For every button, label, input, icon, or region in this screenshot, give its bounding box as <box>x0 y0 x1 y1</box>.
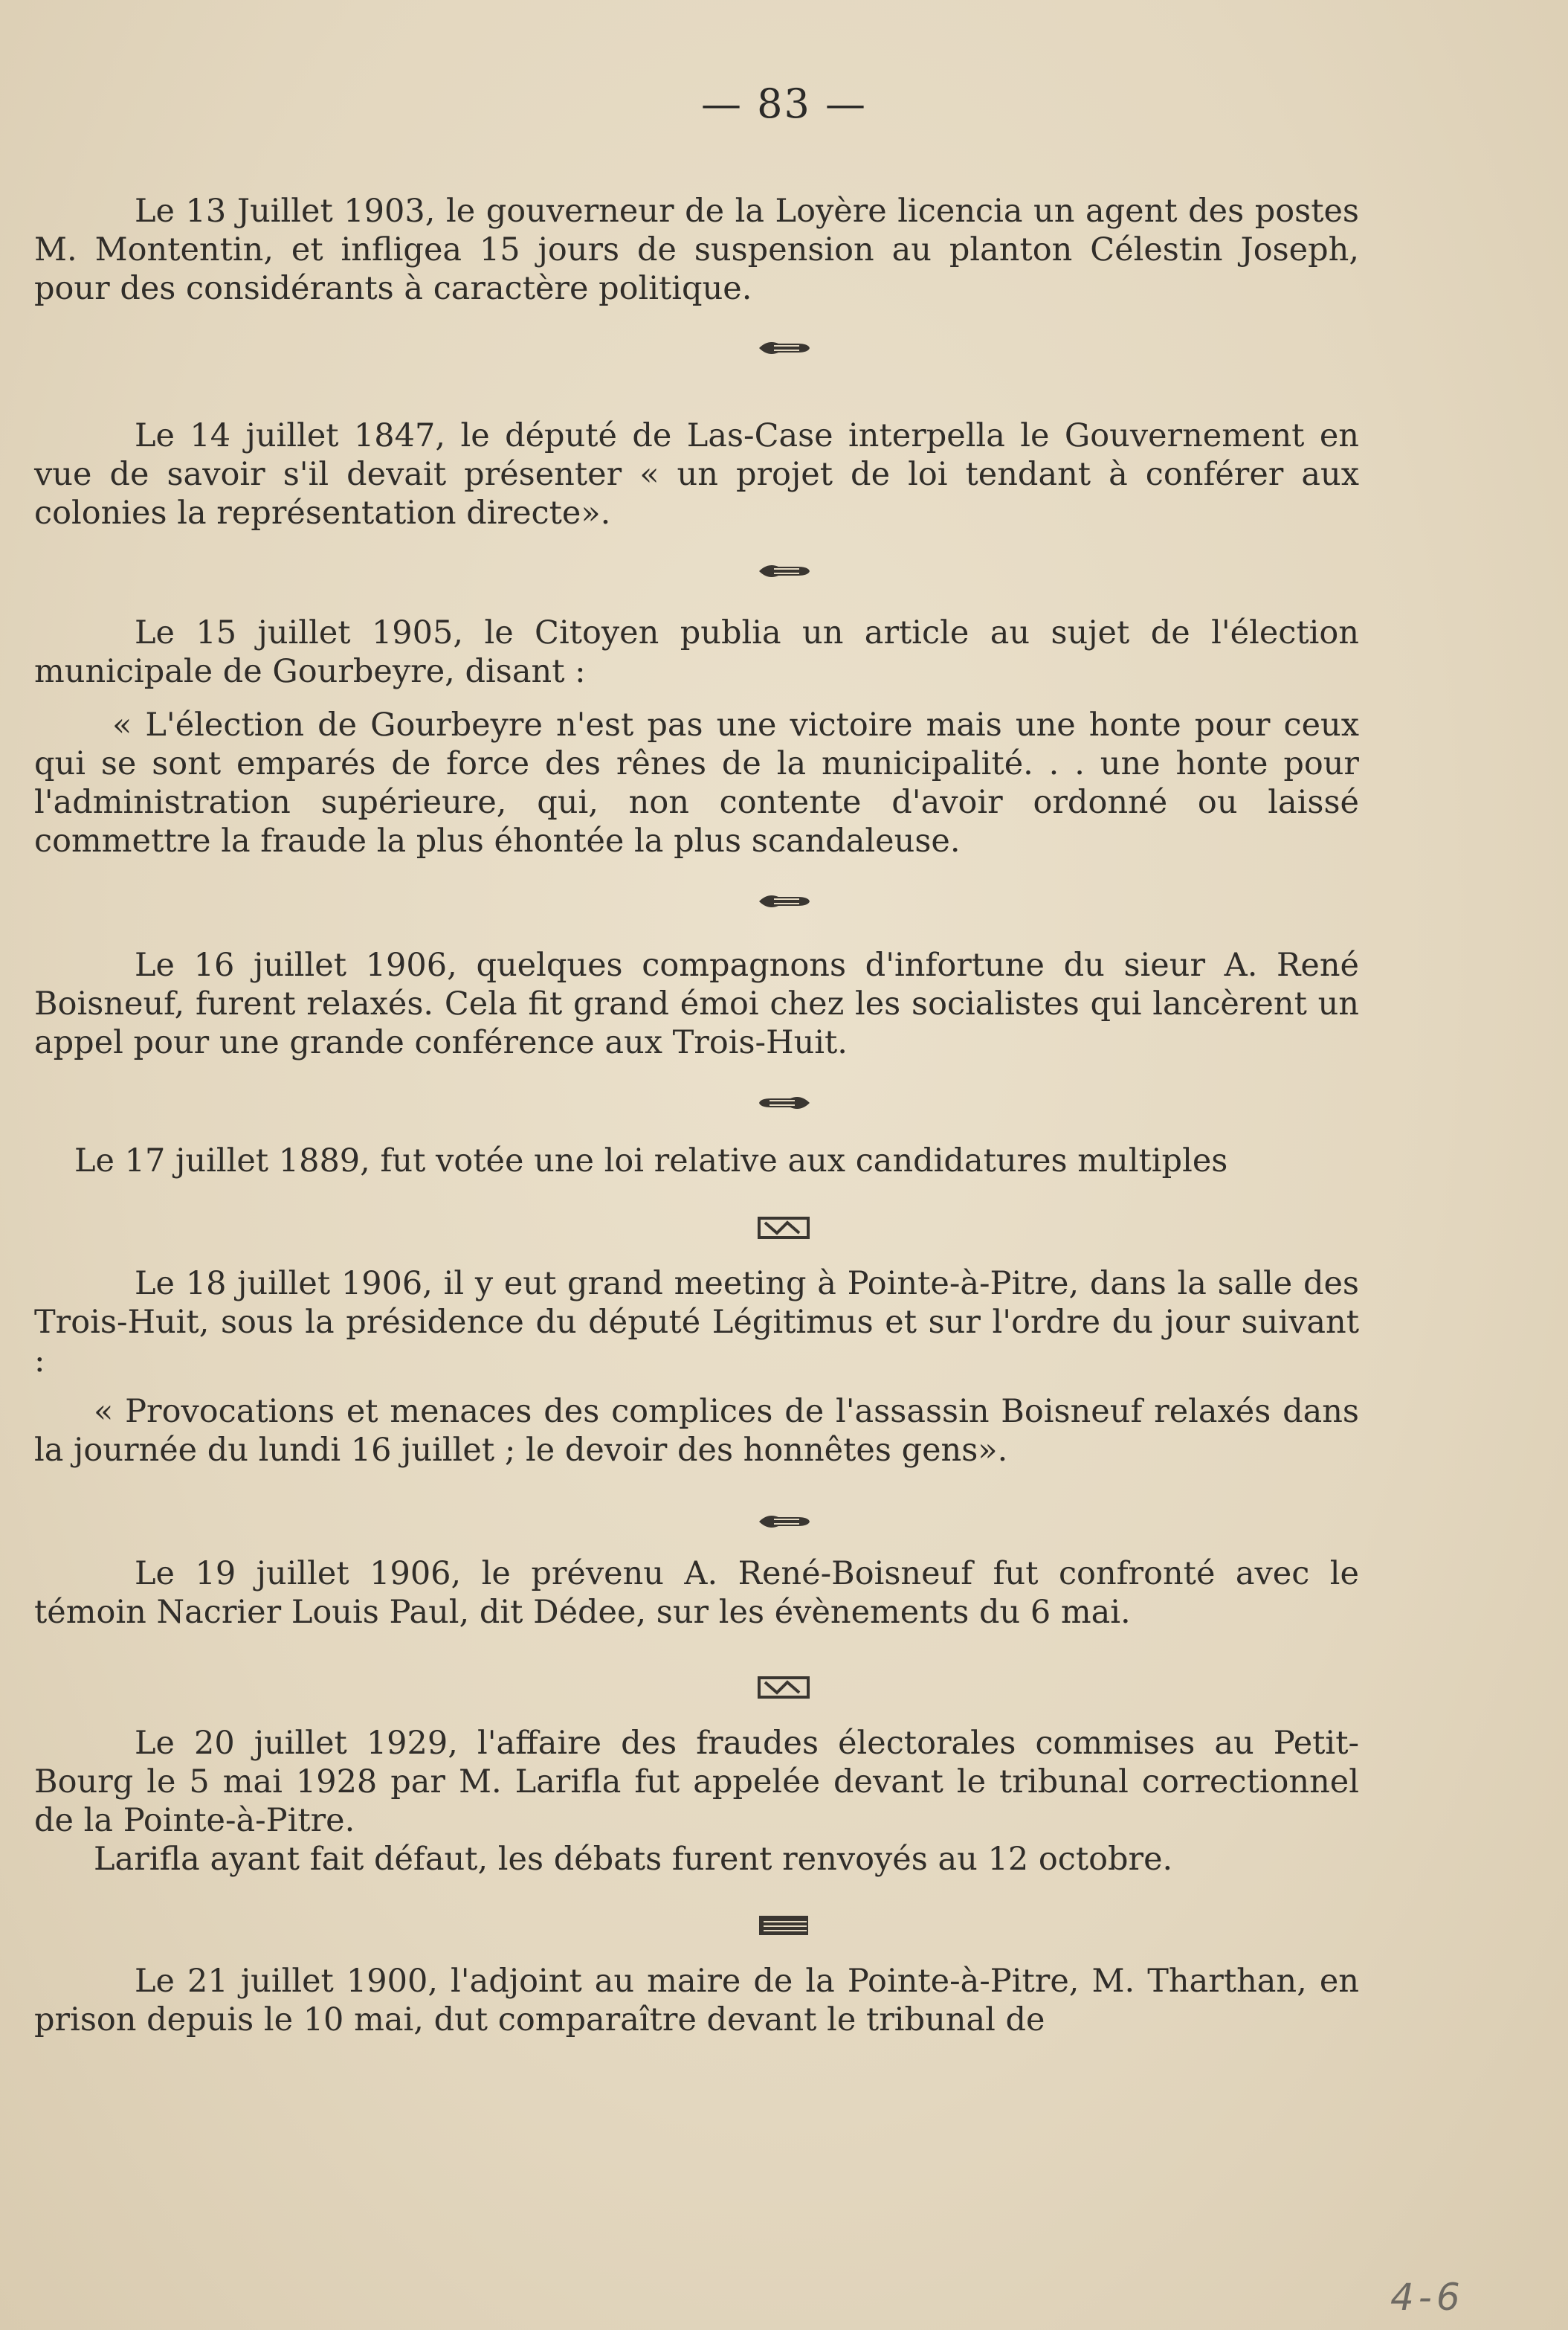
entry-quote: « Provocations et menaces des complices de l'assassin Boisneuf relaxés dans la journée du lundi 16 juillet ; le devoir des honnêtes gens». <box>34 1393 1359 1469</box>
box-fleuron-icon <box>0 1214 1568 1243</box>
entry-14-juillet <box>34 416 1359 532</box>
box-fleuron-icon <box>0 1673 1568 1703</box>
hand-fleuron-icon <box>0 1507 1568 1536</box>
entry-quote: « L'élection de Gourbeyre n'est pas une victoire mais une honte pour ceux qui se sont emparés de force des rênes de la municipalité. . . une honte pour l'administration supérieure, qui, non contente d'avoir ordonné ou laissé commettre la fraude la plus éhontée la plus scandaleuse. <box>34 707 1359 860</box>
box-fleuron-icon <box>0 1911 1568 1941</box>
entry-16-juillet <box>34 946 1359 1062</box>
entry-paragraph: Le 16 juillet 1906, quelques compagnons d'infortune du sieur A. René Boisneuf, furent relaxés. Cela fit grand émoi chez les socialistes qui lancèrent un appel pour une grande conférence aux Trois-Huit. <box>34 947 1359 1061</box>
entry-15-juillet <box>34 614 1359 860</box>
entry-paragraph: Le 19 juillet 1906, le prévenu A. René-Boisneuf fut confronté avec le témoin Nacrier Louis Paul, dit Dédee, sur les évènements du 6 mai. <box>34 1555 1359 1631</box>
hand-fleuron-icon <box>0 886 1568 916</box>
entry-18-juillet <box>34 1264 1359 1470</box>
entry-13-juillet <box>34 192 1359 308</box>
entry-17-juillet <box>34 1142 1359 1180</box>
entry-20-juillet <box>34 1724 1359 1879</box>
hand-fleuron-icon <box>0 1088 1568 1118</box>
entry-paragraph: Le 15 juillet 1905, le Citoyen publia un article au sujet de l'élection municipale de Gourbeyre, disant : <box>34 614 1359 690</box>
entry-paragraph: Le 14 juillet 1847, le député de Las-Case interpella le Gouvernement en vue de savoir s'il devait présenter « un projet de loi tendant à conférer aux colonies la représentation directe». <box>34 417 1359 532</box>
entry-paragraph: Le 17 juillet 1889, fut votée une loi relative aux candidatures multiples <box>74 1142 1228 1180</box>
entry-paragraph: Le 20 juillet 1929, l'affaire des fraudes électorales commises au Petit-Bourg le 5 mai 1928 par M. Larifla fut appelée devant le tribunal correctionnel de la Pointe-à-Pitre. <box>34 1725 1359 1839</box>
entry-21-juillet <box>34 1962 1359 2039</box>
handwritten-note: 4-6 <box>1390 2276 1465 2319</box>
hand-fleuron-icon <box>0 333 1568 363</box>
entry-paragraph: Le 21 juillet 1900, l'adjoint au maire de la Pointe-à-Pitre, M. Tharthan, en prison depuis le 10 mai, dut comparaître devant le tribunal de <box>34 1963 1359 2038</box>
entry-19-juillet <box>34 1554 1359 1632</box>
entry-paragraph: Le 18 juillet 1906, il y eut grand meeting à Pointe-à-Pitre, dans la salle des Trois-Huit, sous la présidence du député Légitimus et sur l'ordre du jour suivant : <box>34 1265 1359 1380</box>
hand-fleuron-icon <box>0 556 1568 586</box>
entry-paragraph: Larifla ayant fait défaut, les débats furent renvoyés au 12 octobre. <box>94 1841 1173 1878</box>
page-number: — 83 — <box>700 80 868 127</box>
entry-paragraph: Le 13 Juillet 1903, le gouverneur de la Loyère licencia un agent des postes M. Montentin, et infligea 15 jours de suspension au planton Célestin Joseph, pour des considérants à caractère politique. <box>34 193 1359 307</box>
